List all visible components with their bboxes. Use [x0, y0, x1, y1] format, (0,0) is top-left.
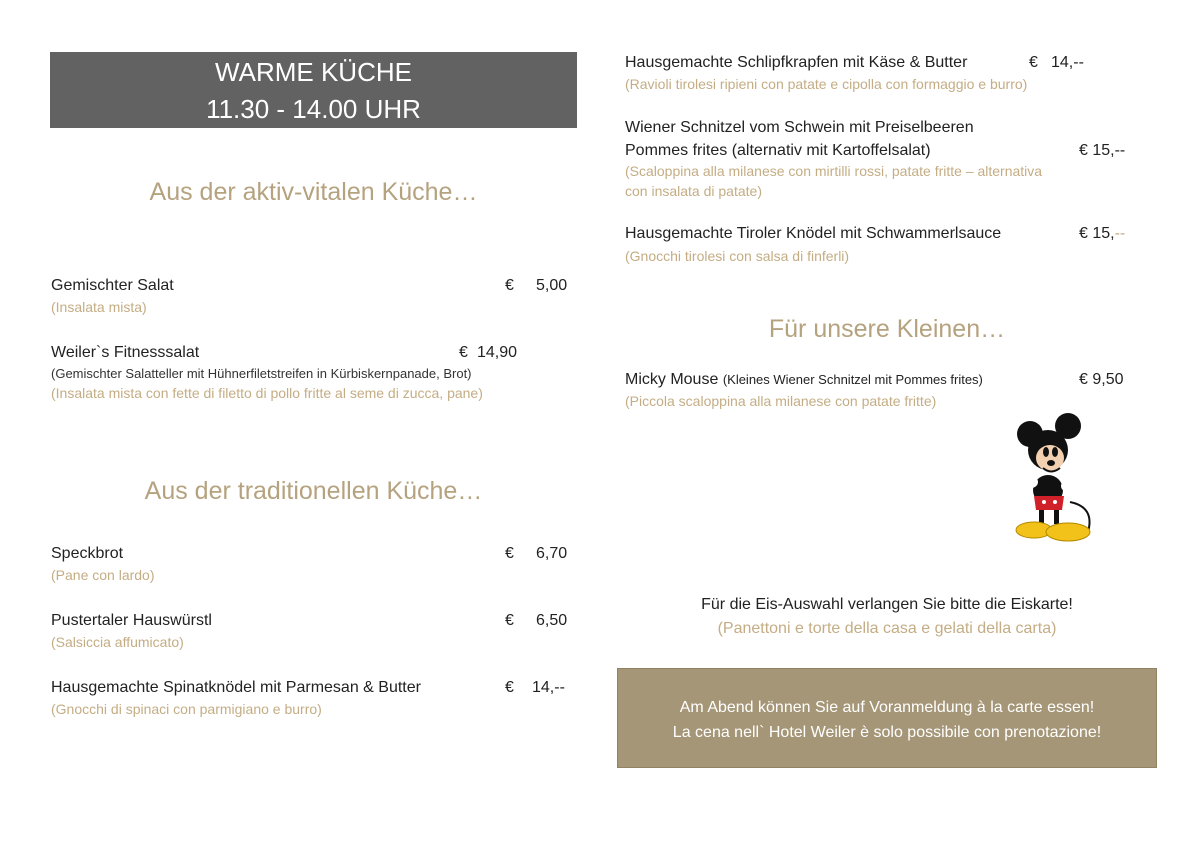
- item-name: Speckbrot: [51, 545, 124, 562]
- item-name: Gemischter Salat: [51, 277, 174, 294]
- item-currency: €: [505, 277, 514, 294]
- item-price: € 15,--: [1079, 225, 1126, 242]
- item-italian: (Pane con lardo): [51, 567, 155, 583]
- ice-cream-note: Für die Eis-Auswahl verlangen Sie bitte die Eiskarte!: [701, 596, 1073, 613]
- item-price: 14,--: [532, 679, 565, 696]
- section-title-traditional: Aus der traditionellen Küche…: [144, 477, 483, 505]
- item-name: Pustertaler Hauswürstl: [51, 612, 212, 629]
- section-title-kids: Für unsere Kleinen…: [768, 315, 1006, 343]
- item-currency: €: [505, 545, 514, 562]
- item-name: Hausgemachte Schlipfkrapfen mit Käse & Butter: [625, 54, 968, 71]
- item-italian: (Ravioli tirolesi ripieni con patate e cipolla con formaggio e burro): [625, 76, 1028, 92]
- item-price: 14,90: [477, 344, 518, 361]
- item-name-continued: Pommes frites (alternativ mit Kartoffelsalat): [625, 142, 931, 159]
- item-currency: €: [505, 679, 514, 696]
- item-italian: (Gnocchi tirolesi con salsa di finferli): [625, 248, 850, 264]
- menu-title: WARME KÜCHE: [215, 57, 412, 87]
- item-italian: (Insalata mista): [51, 299, 147, 315]
- menu-hours: 11.30 - 14.00 UHR: [206, 94, 421, 124]
- item-italian: (Piccola scaloppina alla milanese con patate fritte): [625, 393, 937, 409]
- item-italian: (Insalata mista con fette di filetto di pollo fritte al seme di zucca, pane): [51, 385, 483, 401]
- item-name: Hausgemachte Spinatknödel mit Parmesan & Butter: [51, 679, 421, 696]
- item-name: Hausgemachte Tiroler Knödel mit Schwammerlsauce: [625, 225, 1002, 242]
- item-currency: €: [1029, 54, 1038, 71]
- item-description: (Gemischter Salatteller mit Hühnerfiletstreifen in Kürbiskernpanade, Brot): [51, 366, 472, 381]
- section-title-vital: Aus der aktiv-vitalen Küche…: [149, 178, 478, 206]
- item-price: 5,00: [536, 277, 568, 294]
- mickey-mouse-illustration: [1010, 412, 1100, 547]
- menu-header: [50, 52, 577, 128]
- item-price: 14,--: [1051, 54, 1084, 71]
- item-currency: €: [459, 344, 468, 361]
- item-price: € 9,50: [1079, 371, 1124, 388]
- notice-line-de: Am Abend können Sie auf Voranmeldung à la carte essen!: [679, 699, 1095, 716]
- item-name: Weiler`s Fitnesssalat: [51, 344, 200, 361]
- item-name-kids: Micky Mouse (Kleines Wiener Schnitzel mit Pommes frites): [625, 371, 983, 388]
- item-price: € 15,--: [1079, 142, 1126, 159]
- item-price: 6,70: [536, 545, 568, 562]
- evening-reservation-notice: [617, 668, 1157, 768]
- item-italian: (Gnocchi di spinaci con parmigiano e burro): [51, 701, 322, 717]
- ice-cream-note-italian: (Panettoni e torte della casa e gelati della carta): [717, 620, 1057, 637]
- item-price: 6,50: [536, 612, 568, 629]
- item-currency: €: [505, 612, 514, 629]
- item-italian-continued: con insalata di patate): [625, 183, 762, 199]
- item-name: Wiener Schnitzel vom Schwein mit Preiselbeeren: [625, 119, 974, 136]
- notice-line-it: La cena nell` Hotel Weiler è solo possibile con prenotazione!: [672, 724, 1102, 741]
- item-italian: (Salsiccia affumicato): [51, 634, 184, 650]
- item-italian: (Scaloppina alla milanese con mirtilli rossi, patate fritte – alternativa: [625, 163, 1043, 179]
